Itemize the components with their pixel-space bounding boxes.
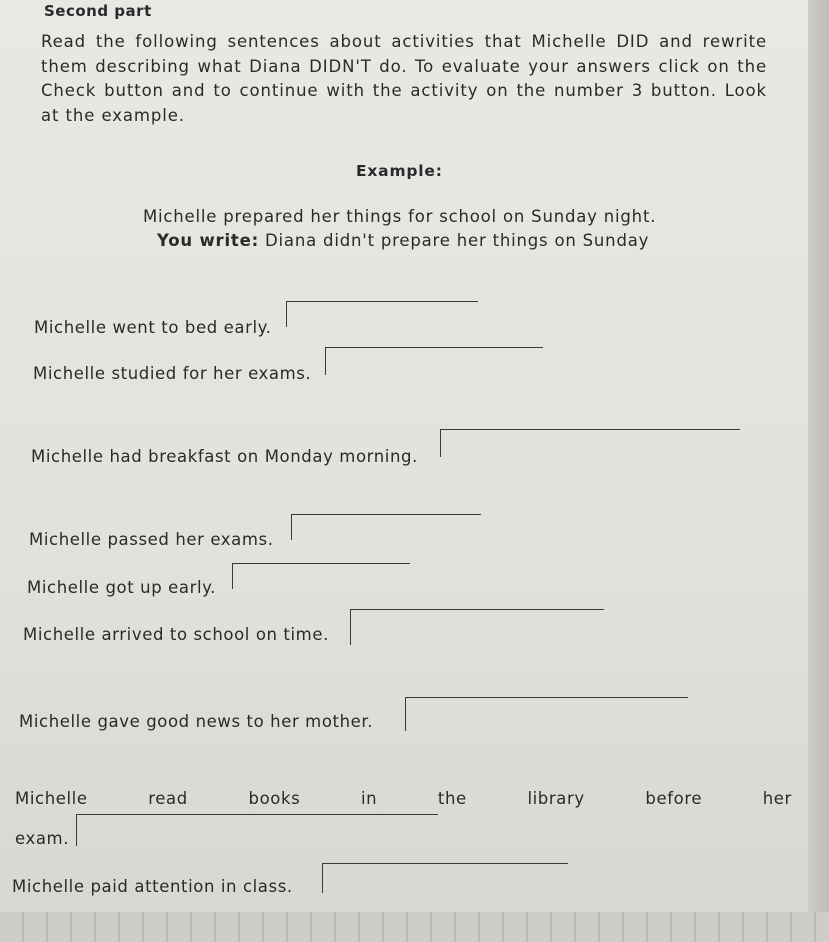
- page-edge: [808, 0, 829, 942]
- question-8-sentence-end: exam.: [15, 829, 70, 848]
- answer-input-2[interactable]: [325, 347, 543, 375]
- q8-word: library: [527, 789, 585, 808]
- question-1-sentence: Michelle went to bed early.: [34, 318, 272, 337]
- answer-input-5[interactable]: [232, 563, 410, 589]
- question-8-sentence: [15, 789, 792, 808]
- q8-word: read: [148, 789, 188, 808]
- question-2-sentence: Michelle studied for her exams.: [33, 364, 312, 383]
- example-answer-prefix: You write:: [157, 231, 259, 250]
- answer-input-6[interactable]: [350, 609, 604, 645]
- example-answer-text: Diana didn't prepare her things on Sunday: [258, 231, 650, 250]
- question-4-sentence: Michelle passed her exams.: [29, 530, 274, 549]
- q8-word: her: [762, 789, 792, 808]
- example-sentence: Michelle prepared her things for school on Sunday night.: [143, 207, 657, 226]
- q8-word: Michelle: [15, 789, 88, 808]
- bottom-strip: [0, 912, 829, 942]
- question-6-sentence: Michelle arrived to school on time.: [23, 625, 329, 644]
- example-label: Example:: [356, 162, 443, 180]
- example-answer: [157, 231, 649, 250]
- q8-word: in: [360, 789, 378, 808]
- q8-word: the: [437, 789, 467, 808]
- question-3-sentence: Michelle had breakfast on Monday morning.: [31, 447, 418, 466]
- question-9-sentence: Michelle paid attention in class.: [12, 877, 293, 896]
- answer-input-9[interactable]: [322, 863, 568, 893]
- section-heading: Second part: [44, 2, 152, 20]
- question-7-sentence: Michelle gave good news to her mother.: [19, 712, 374, 731]
- q8-word: before: [645, 789, 703, 808]
- question-5-sentence: Michelle got up early.: [27, 578, 217, 597]
- instructions-text: Read the following sentences about activities that Michelle DID and rewrite them describing what Diana DIDN'T do. To evaluate your answers click on the Check button and to continue with the activity on the number 3 button. Look at the example.: [41, 32, 767, 125]
- answer-input-7[interactable]: [405, 697, 688, 731]
- answer-input-1[interactable]: [286, 301, 478, 327]
- answer-input-8[interactable]: [76, 814, 438, 846]
- answer-input-3[interactable]: [440, 429, 740, 457]
- answer-input-4[interactable]: [291, 514, 481, 540]
- q8-word: books: [248, 789, 301, 808]
